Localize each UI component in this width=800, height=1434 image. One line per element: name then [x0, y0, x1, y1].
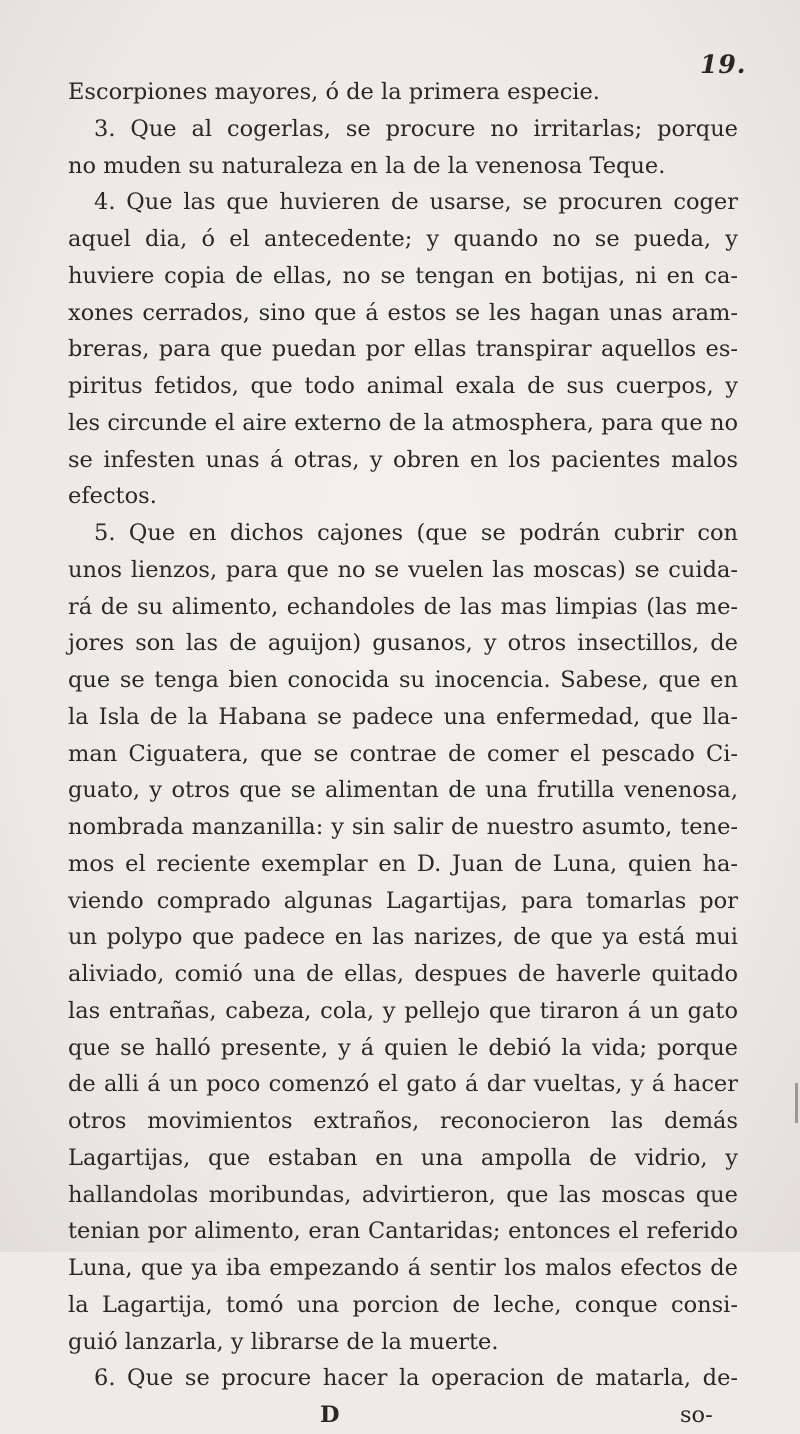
text-line: piritus fetidos, que todo animal exala de sus cuerpos, y	[68, 373, 738, 399]
text-line: se infesten unas á otras, y obren en los pacientes malos	[68, 446, 738, 473]
text-line: nombrada manzanilla: y sin salir de nuestro asumto, tene-	[68, 814, 738, 840]
text-line: Escorpiones mayores, ó de la primera especie.	[68, 79, 600, 105]
text-line: la Lagartija, tomó una porcion de leche, conque consi-	[68, 1291, 738, 1318]
text-line: viendo comprado algunas Lagartijas, para tomarlas por	[68, 887, 738, 914]
text-line: les circunde el aire externo de la atmosphera, para que no	[68, 409, 738, 436]
text-line: mos el reciente exemplar en D. Juan de Luna, quien ha-	[68, 850, 738, 877]
catchword: so-	[680, 1402, 713, 1428]
text-line: tenian por alimento, eran Cantaridas; entonces el referido	[68, 1218, 738, 1245]
text-line: 4. Que las que huvieren de usarse, se procuren coger	[94, 189, 738, 216]
text-line: guato, y otros que se alimentan de una frutilla venenosa,	[68, 777, 738, 804]
text-line: man Ciguatera, que se contrae de comer el pescado Ci-	[68, 740, 738, 767]
text-line: otros movimientos extraños, reconocieron las demás	[68, 1108, 738, 1134]
text-line: 3. Que al cogerlas, se procure no irritarlas; porque	[94, 115, 738, 142]
signature-mark: D	[320, 1402, 340, 1428]
text-line: aliviado, comió una de ellas, despues de haverle quitado	[68, 961, 738, 987]
text-line: Luna, que ya iba empezando á sentir los malos efectos de	[68, 1255, 738, 1281]
text-line: jores son las de aguijon) gusanos, y otros insectillos, de	[68, 630, 738, 657]
text-line: de alli á un poco comenzó el gato á dar vueltas, y á hacer	[68, 1071, 738, 1098]
text-line: rá de su alimento, echandoles de las mas limpias (las me-	[68, 593, 738, 620]
margin-mark	[795, 1083, 798, 1123]
text-line: unos lienzos, para que no se vuelen las moscas) se cuida-	[68, 556, 738, 583]
text-line: 6. Que se procure hacer la operacion de matarla, de-	[94, 1365, 738, 1392]
text-line: 5. Que en dichos cajones (que se podrán cubrir con	[94, 520, 738, 546]
text-line: hallandolas moribundas, advirtieron, que las moscas que	[68, 1181, 738, 1208]
text-line: Lagartijas, que estaban en una ampolla de vidrio, y	[68, 1144, 738, 1171]
text-line: no muden su naturaleza en la de la venenosa Teque.	[68, 152, 666, 179]
body-text	[68, 74, 738, 1433]
text-line: la Isla de la Habana se padece una enfermedad, que lla-	[68, 703, 738, 730]
text-line: las entrañas, cabeza, cola, y pellejo que tiraron á un gato	[68, 997, 738, 1024]
text-line: huviere copia de ellas, no se tengan en botijas, ni en ca-	[68, 262, 738, 289]
text-line: un polypo que padece en las narizes, de que ya está mui	[68, 924, 738, 951]
text-line: xones cerrados, sino que á estos se les hagan unas aram-	[68, 299, 738, 326]
text-line: que se halló presente, y á quien le debió la vida; porque	[68, 1034, 738, 1061]
text-line: guió lanzarla, y librarse de la muerte.	[68, 1328, 499, 1355]
text-line: aquel dia, ó el antecedente; y quando no se pueda, y	[68, 226, 738, 252]
text-line: que se tenga bien conocida su inocencia. Sabese, que en	[68, 667, 738, 693]
text-line: efectos.	[68, 483, 157, 510]
signature-line	[68, 1397, 738, 1433]
text-line: breras, para que puedan por ellas transpirar aquellos es-	[68, 336, 738, 363]
page-number: 19.	[700, 50, 747, 79]
